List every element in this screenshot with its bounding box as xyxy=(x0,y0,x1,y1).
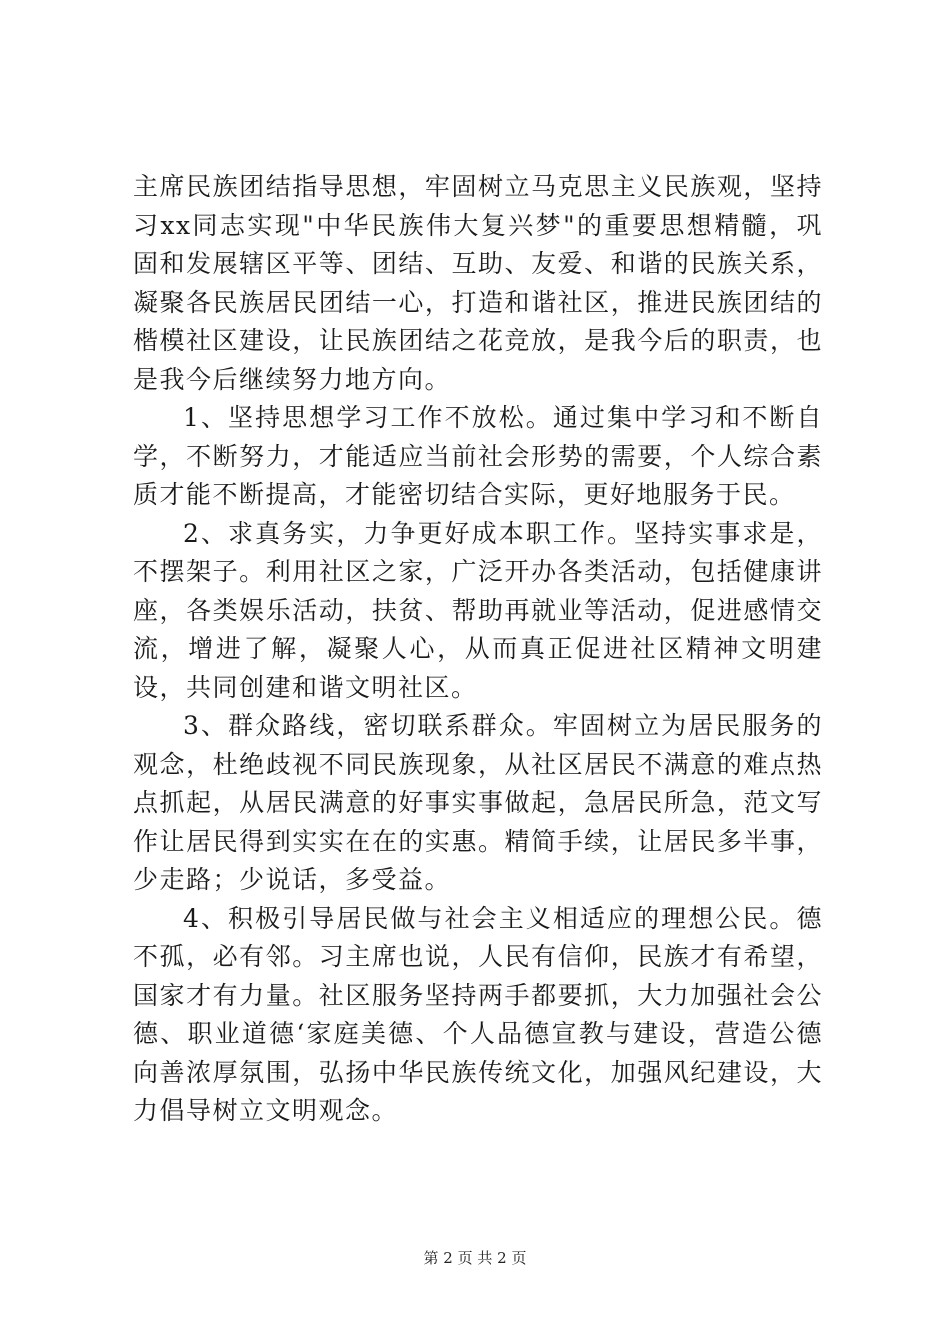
document-body xyxy=(133,168,823,1131)
paragraph-intro: 主席民族团结指导思想，牢固树立马克思主义民族观，坚持习xx同志实现"中华民族伟大复兴梦"的重要思想精髓，巩固和发展辖区平等、团结、互助、友爱、和谐的民族关系，凝聚各民族居民团结一心，打造和谐社区，推进民族团结的楷模社区建设，让民族团结之花竞放，是我今后的职责，也是我今后继续努力地方向。 xyxy=(133,172,823,394)
paragraph-item-1: 1、坚持思想学习工作不放松。通过集中学习和不断自学，不断努力，才能适应当前社会形势的需要，个人综合素质才能不断提高，才能密切结合实际，更好地服务于民。 xyxy=(133,403,823,509)
paragraph-item-4: 4、积极引导居民做与社会主义相适应的理想公民。德不孤，必有邻。习主席也说，人民有信仰，民族才有希望，国家才有力量。社区服务坚持两手都要抓，大力加强社会公德、职业道德‘家庭美德、个人品德宣教与建设，营造公德向善浓厚氛围，弘扬中华民族传统文化，加强风纪建设，大力倡导树立文明观念。 xyxy=(133,903,823,1125)
paragraph-item-2: 2、求真务实，力争更好成本职工作。坚持实事求是，不摆架子。利用社区之家，广泛开办各类活动，包括健康讲座，各类娱乐活动，扶贫、帮助再就业等活动，促进感情交流，增进了解，凝聚人心，从而真正促进社区精神文明建设，共同创建和谐文明社区。 xyxy=(133,518,823,702)
page-number-footer: 第 2 页 共 2 页 xyxy=(423,1249,527,1267)
paragraph-item-3: 3、群众路线，密切联系群众。牢固树立为居民服务的观念，杜绝歧视不同民族现象，从社区居民不满意的难点热点抓起，从居民满意的好事实事做起，急居民所急，范文写作让居民得到实实在在的实惠。精简手续，让居民多半事，少走路；少说话，多受益。 xyxy=(133,711,823,894)
